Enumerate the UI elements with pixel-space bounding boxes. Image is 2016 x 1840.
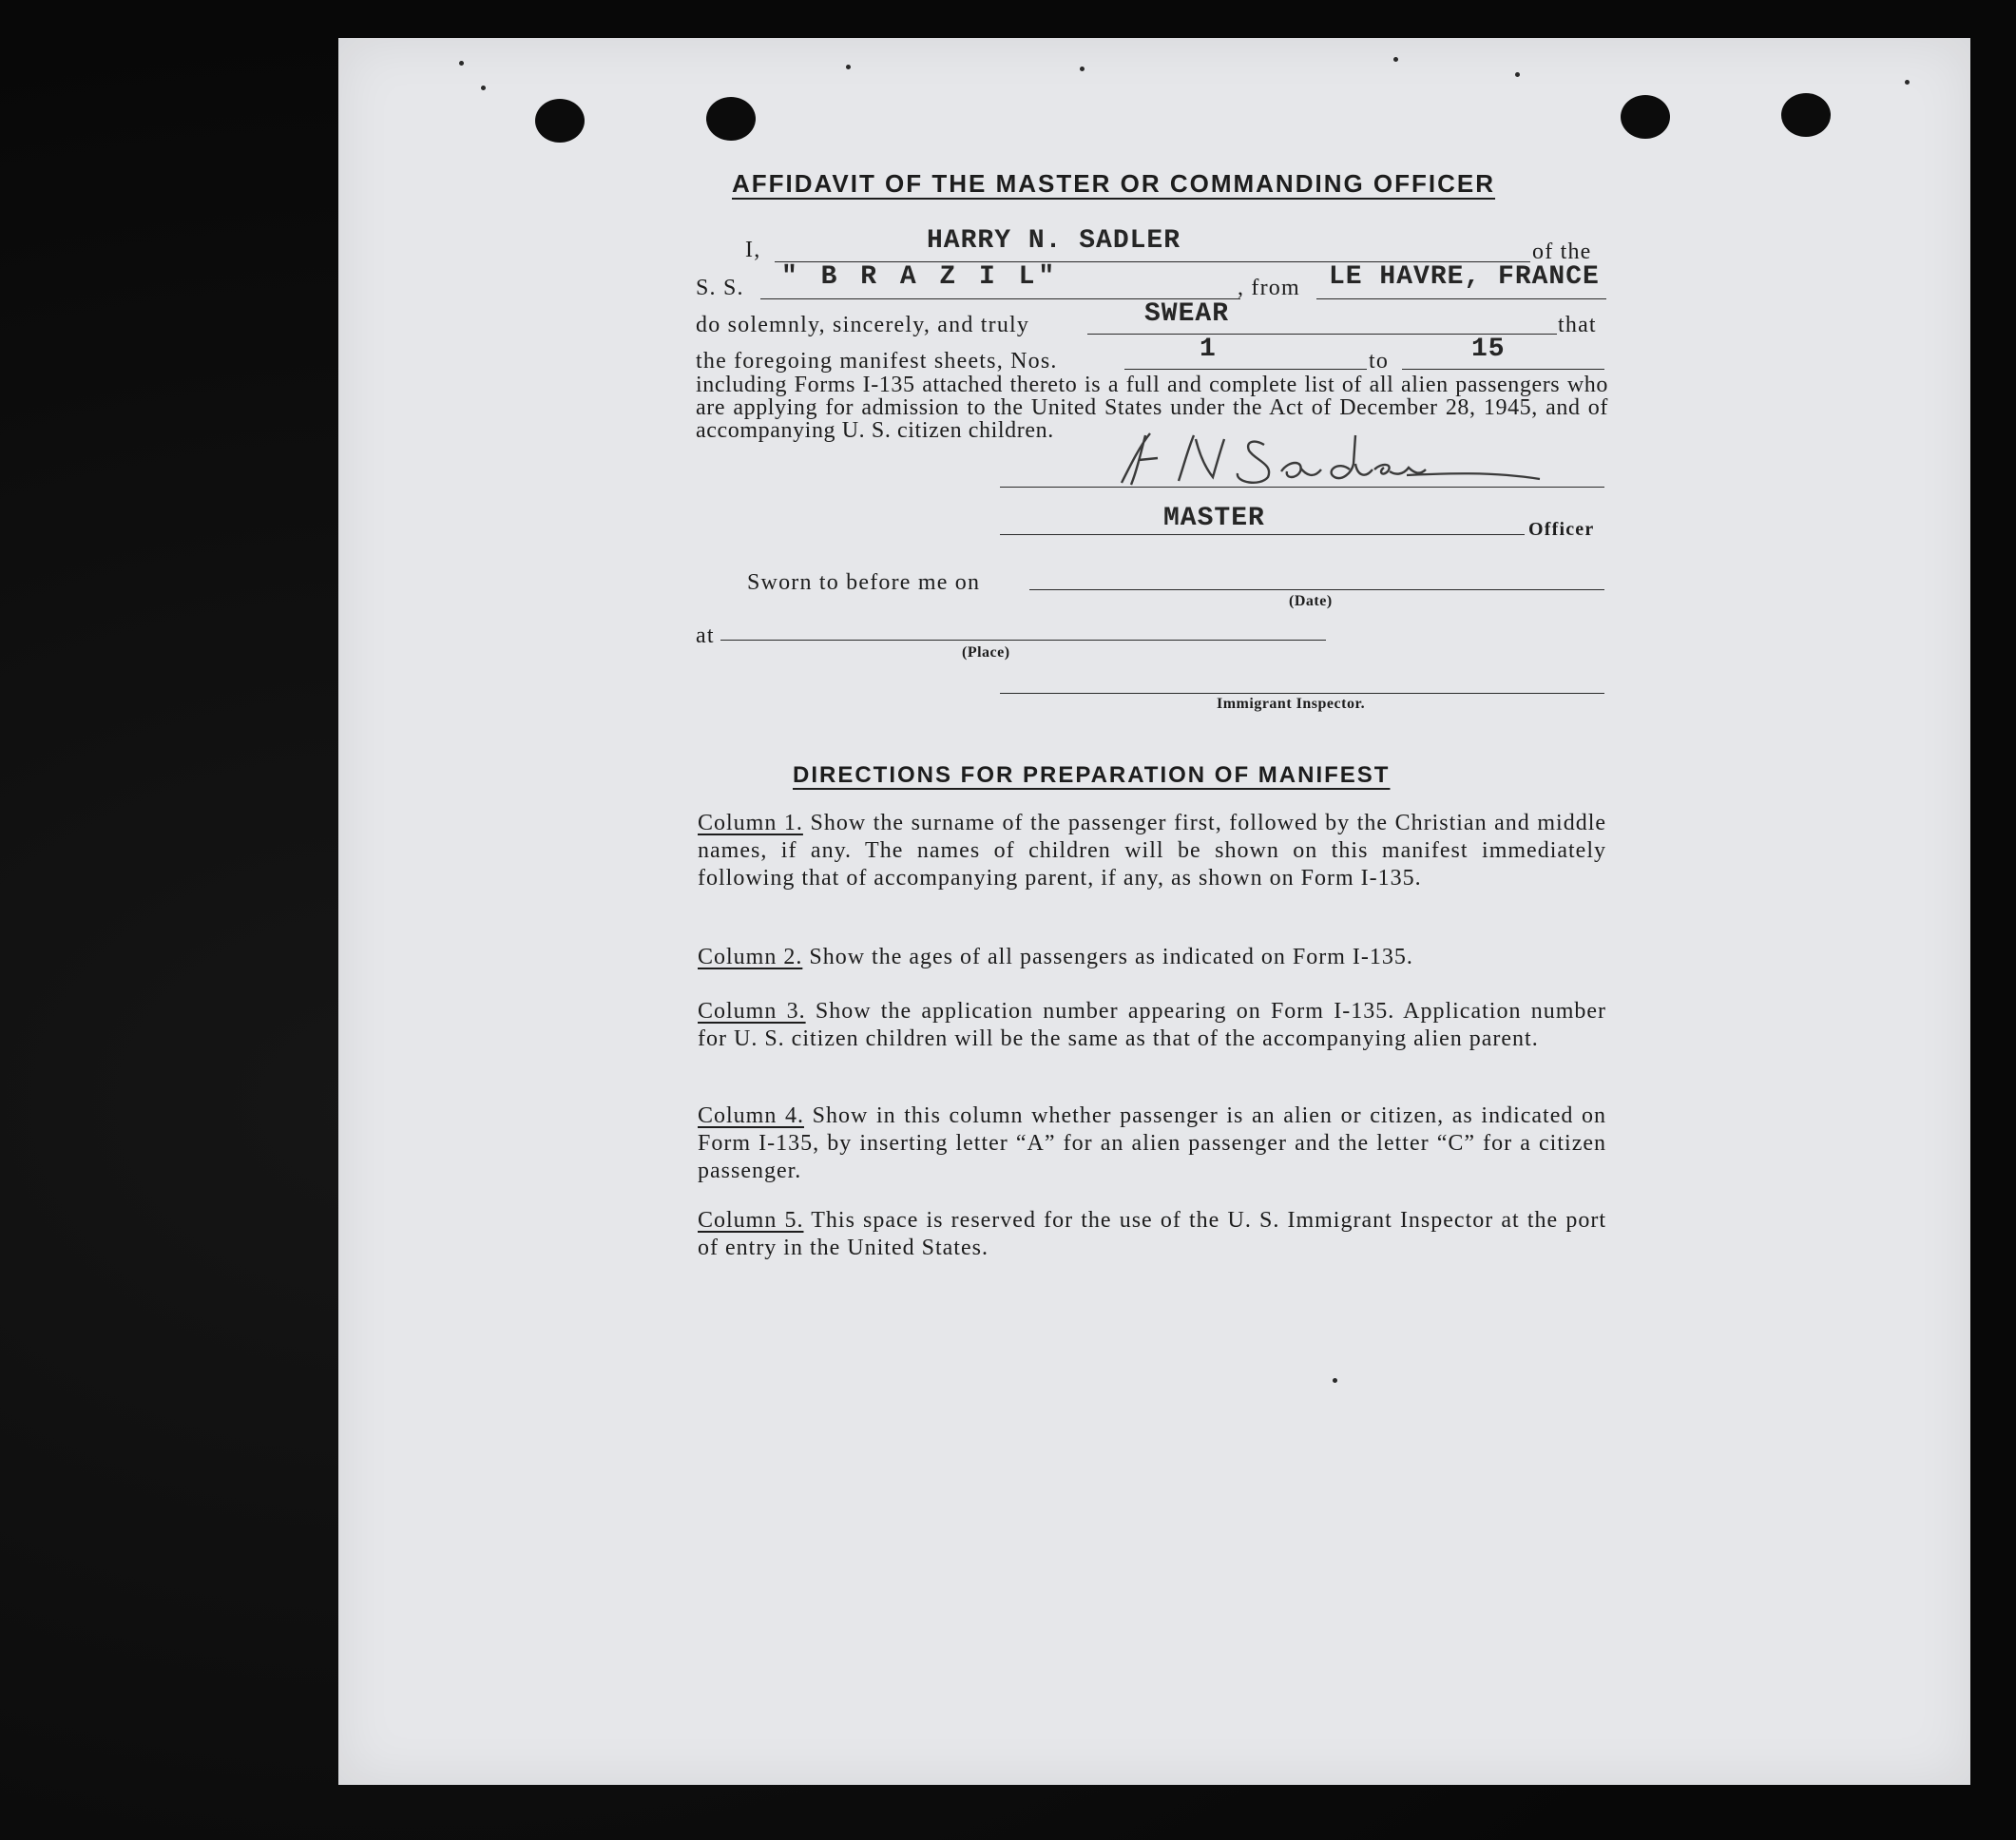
direction-column-label: Column 5. [698,1208,804,1233]
direction-text: This space is reserved for the use of the U. S. Immigrant Inspector at the port of entry in the United States. [698,1208,1606,1260]
at-label: at [696,623,715,648]
dust-speck [846,65,851,69]
date-label: (Date) [1289,593,1333,609]
dust-speck [1515,72,1520,77]
direction-column-label: Column 1. [698,811,803,835]
master-signature [1093,426,1549,494]
signer-title-field: MASTER [1163,504,1265,533]
sheet-to-field: 15 [1471,335,1506,364]
affidavit-line4-prefix: the foregoing manifest sheets, Nos. [696,349,1058,374]
affidavit-line3-prefix: do solemnly, sincerely, and truly [696,313,1030,337]
dust-speck [459,61,464,66]
inspector-line [1000,693,1604,694]
port-line [1316,298,1606,299]
direction-item [698,944,1606,971]
dust-speck [1393,57,1398,62]
direction-item [698,998,1606,1053]
affidavit-line2-mid: , from [1238,276,1300,300]
dust-speck [481,86,486,90]
direction-text: Show the surname of the passenger first, followed by the Christian and middle names, if any. The names of children will be shown on this manifest immediately following that of accompanying parent, if any, as shown on Form I-135. [698,811,1607,891]
affidavit-body: including Forms I-135 attached thereto is a full and complete list of all alien passengers who are applying for admission to the United States under the Act of December 28, 1945, and of accompanying U. S. citizen children. [696,373,1608,443]
officer-label: Officer [1528,519,1595,540]
affidavit-title: AFFIDAVIT OF THE MASTER OR COMMANDING OFFICER [732,169,1496,198]
affidavit-line2-prefix: S. S. [696,276,744,300]
oath-field: SWEAR [1144,299,1230,329]
ship-name-field: " B R A Z I L" [781,262,1059,292]
affidavit-line4-mid: to [1369,349,1390,374]
affidavit-line1-suffix: of the [1532,240,1592,264]
affidavit-line3-suffix: that [1558,313,1597,337]
direction-column-label: Column 3. [698,999,806,1024]
dust-speck [1333,1378,1337,1383]
direction-item [698,1102,1606,1185]
punch-hole [1621,95,1670,139]
sheet-from-line [1124,369,1367,370]
title-line [1000,534,1525,535]
direction-text: Show the ages of all passengers as indicated on Form I-135. [809,945,1413,969]
departure-port-field: LE HAVRE, FRANCE [1329,262,1600,292]
place-label: (Place) [962,644,1010,661]
place-line [720,640,1326,641]
dust-speck [1905,80,1910,85]
sheet-to-line [1402,369,1604,370]
date-line [1029,589,1604,590]
dust-speck [1080,67,1085,71]
direction-text: Show the application number appearing on Form I-135. Application number for U. S. citizen children will be the same as that of the accompanying alien parent. [698,999,1607,1051]
direction-item [698,810,1606,892]
master-name-field: HARRY N. SADLER [927,226,1181,256]
directions-title: DIRECTIONS FOR PREPARATION OF MANIFEST [793,762,1391,788]
signature-line [1000,487,1604,488]
inspector-label: Immigrant Inspector. [1217,696,1366,712]
punch-hole [706,97,756,141]
sheet-from-field: 1 [1200,335,1217,364]
direction-text: Show in this column whether passenger is an alien or citizen, as indicated on Form I-135, by inserting letter “A” for an alien passenger and the letter “C” for a citizen passenger. [698,1103,1607,1183]
direction-column-label: Column 2. [698,945,803,969]
punch-hole [535,99,585,143]
affidavit-line1-prefix: I, [745,238,761,262]
punch-hole [1781,93,1831,137]
direction-column-label: Column 4. [698,1103,804,1128]
direction-item [698,1207,1606,1262]
sworn-prefix: Sworn to before me on [747,570,981,595]
